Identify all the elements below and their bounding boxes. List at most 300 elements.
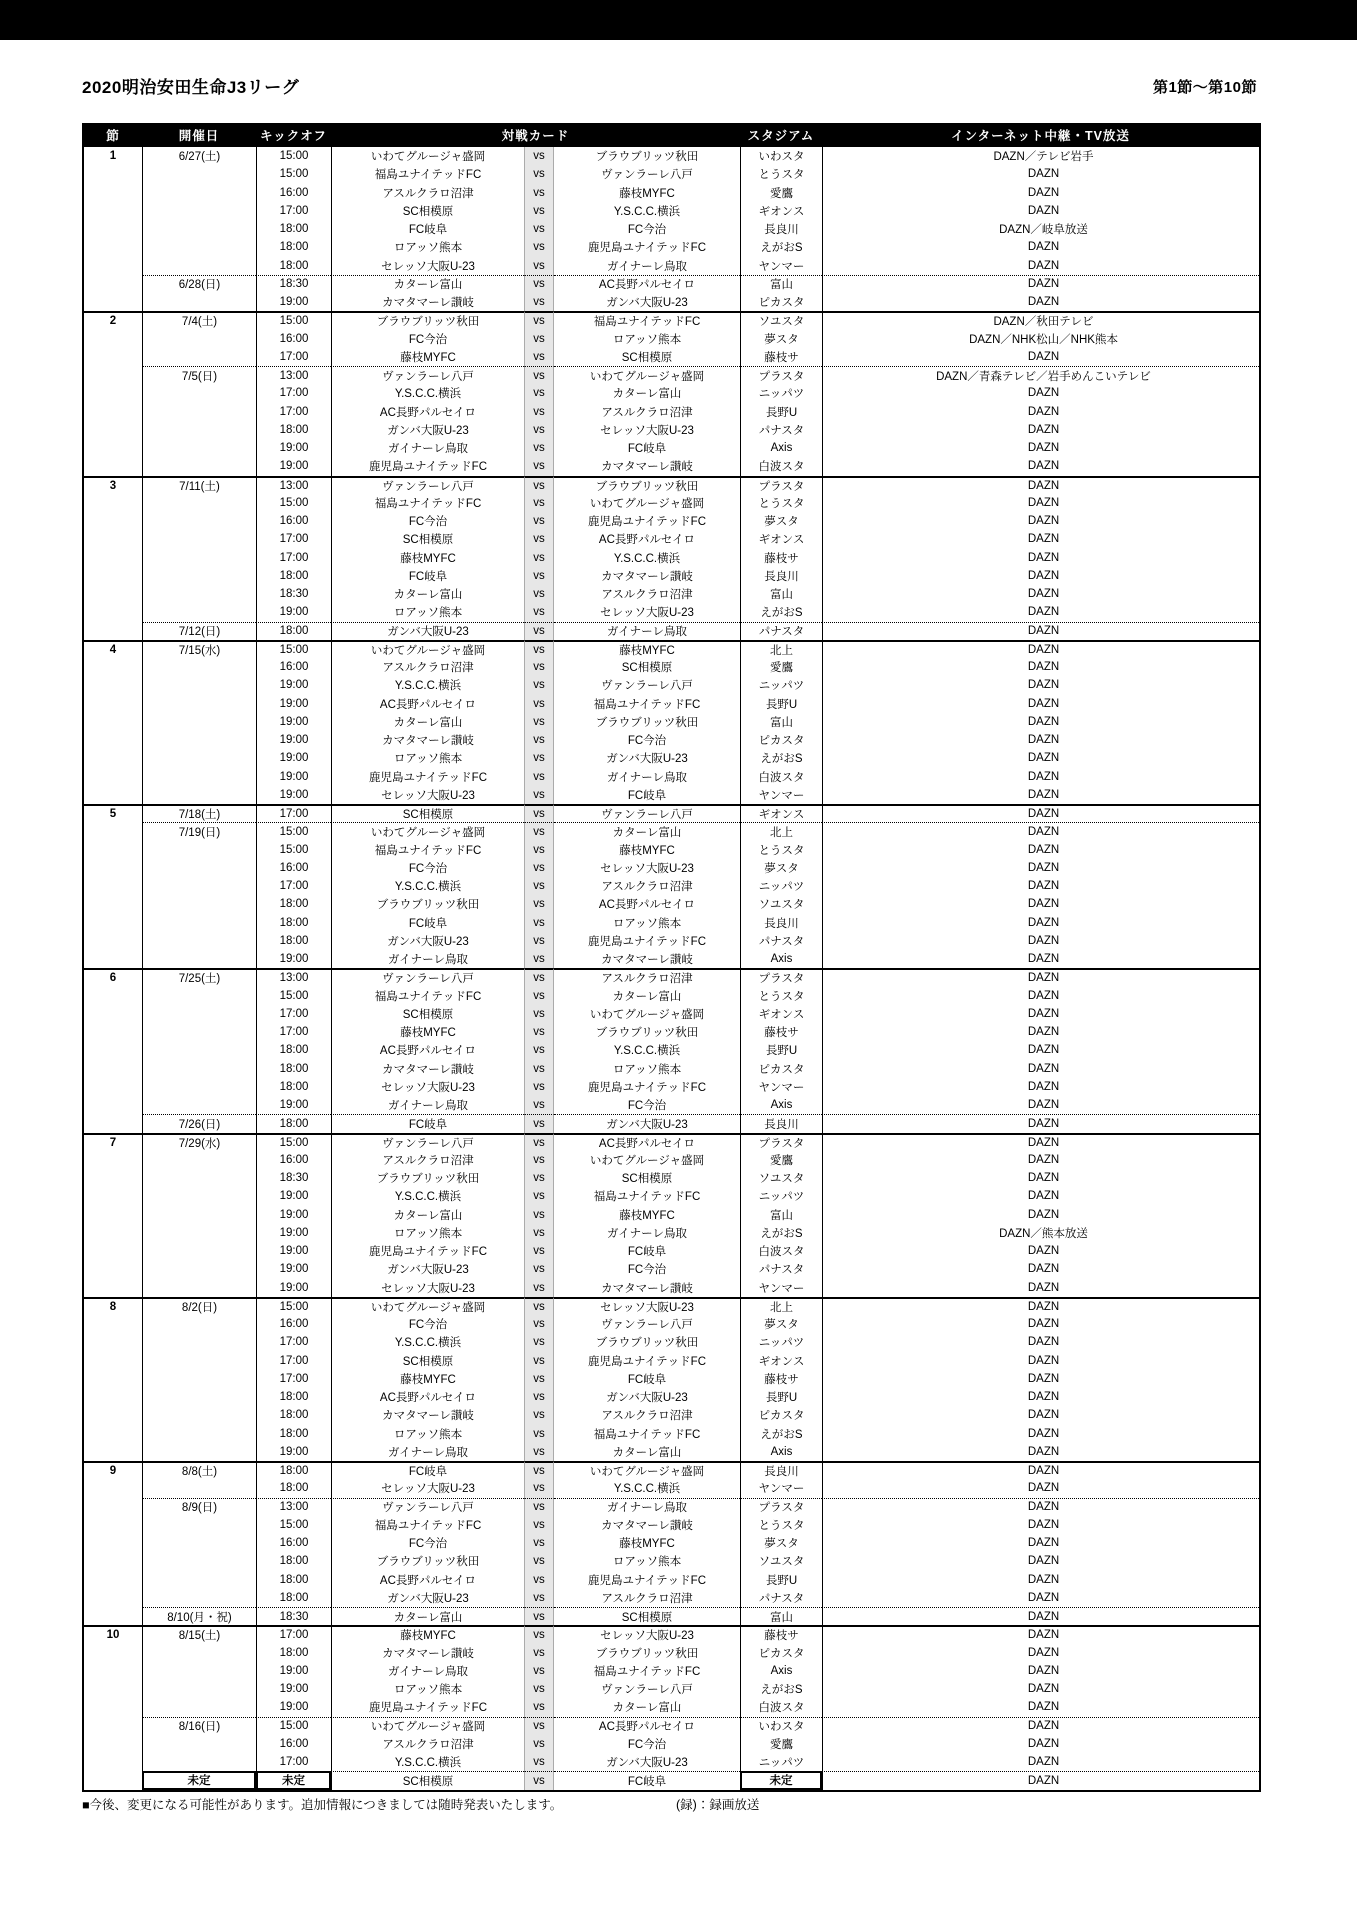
stadium-cell: 未定 — [740, 1771, 822, 1789]
home-team-cell: カターレ富山 — [331, 1607, 524, 1625]
match-row — [84, 348, 1259, 366]
match-row — [84, 1370, 1259, 1388]
schedule-table — [82, 123, 1261, 1792]
away-team-cell: ブラウブリッツ秋田 — [595, 716, 699, 729]
away-team-cell: FC岐阜 — [554, 1771, 740, 1789]
date-cell — [142, 567, 256, 585]
broadcast-cell: DAZN — [822, 786, 1259, 804]
stadium-cell: 藤枝サ — [740, 1625, 822, 1643]
broadcast-cell: DAZN — [822, 1169, 1259, 1187]
away-team-cell: セレッソ大阪U-23 — [554, 1297, 740, 1315]
section-number-cell — [84, 841, 142, 859]
match-row — [84, 1023, 1259, 1041]
section-number-cell — [84, 1607, 142, 1625]
top-black-bar — [0, 0, 1357, 40]
section-number-cell — [84, 366, 142, 384]
date-cell — [142, 585, 256, 603]
home-team-cell: セレッソ大阪U-23 — [331, 786, 524, 804]
stadium-cell: プラスタ — [740, 476, 822, 494]
home-team-cell: 鹿児島ユナイテッドFC — [331, 457, 524, 475]
home-team-cell: ブラウブリッツ秋田 — [331, 1169, 524, 1187]
date-cell: 7/4(土) — [142, 311, 256, 329]
stadium-cell: とうスタ — [740, 494, 822, 512]
section-number-cell — [84, 749, 142, 767]
broadcast-cell: DAZN — [822, 603, 1259, 621]
away-team-cell: セレッソ大阪U-23 — [600, 862, 694, 875]
section-number-cell — [84, 184, 142, 202]
kickoff-cell: 18:30 — [256, 585, 331, 603]
section-number-cell — [84, 1151, 142, 1169]
vs-cell: vs — [524, 476, 554, 494]
kickoff-cell: 19:00 — [256, 786, 331, 804]
away-team-cell: 福島ユナイテッドFC — [593, 1665, 701, 1678]
away-team-cell: いわてグルージャ盛岡 — [554, 366, 740, 384]
away-team-cell: FC今治 — [627, 1100, 667, 1113]
match-row — [84, 1315, 1259, 1333]
section-number-cell — [84, 1388, 142, 1406]
home-team-cell: ガンバ大阪U-23 — [331, 932, 524, 950]
home-team-cell: ヴァンラーレ八戸 — [331, 476, 524, 494]
away-team-cell: Y.S.C.C.横浜 — [613, 1045, 681, 1058]
kickoff-cell: 19:00 — [256, 1680, 331, 1698]
date-cell — [142, 1096, 256, 1114]
broadcast-cell: DAZN — [822, 932, 1259, 950]
home-team-cell: ガンバ大阪U-23 — [331, 421, 524, 439]
broadcast-cell: DAZN — [822, 1625, 1259, 1643]
broadcast-cell: DAZN — [822, 1151, 1259, 1169]
match-row — [84, 1352, 1259, 1370]
date-cell — [142, 841, 256, 859]
date-cell — [142, 1041, 256, 1059]
vs-cell: vs — [524, 403, 554, 421]
home-team-cell: ヴァンラーレ八戸 — [331, 1498, 524, 1516]
col-header-card: 対戦カード — [501, 129, 570, 143]
section-number-cell — [84, 603, 142, 621]
match-row — [84, 1096, 1259, 1114]
kickoff-cell: 15:00 — [256, 147, 331, 165]
vs-cell: vs — [524, 1735, 554, 1753]
match-row — [84, 603, 1259, 621]
section-number-cell — [84, 1571, 142, 1589]
stadium-cell: ヤンマー — [740, 1479, 822, 1497]
away-team-cell: 鹿児島ユナイテッドFC — [587, 1081, 707, 1094]
away-team-cell: カマタマーレ讃岐 — [601, 570, 693, 583]
stadium-cell: 長良川 — [740, 1461, 822, 1479]
away-team-cell: ガイナーレ鳥取 — [554, 1498, 740, 1516]
stadium-cell: ソユスタ — [740, 895, 822, 913]
broadcast-cell: DAZN — [822, 457, 1259, 475]
stadium-cell: ギオンス — [740, 1352, 822, 1370]
home-team-cell: FC岐阜 — [331, 567, 524, 585]
date-cell — [142, 1571, 256, 1589]
broadcast-cell: DAZN — [822, 439, 1259, 457]
away-team-cell: カマタマーレ讃岐 — [601, 1282, 693, 1295]
kickoff-cell: 16:00 — [256, 1534, 331, 1552]
section-number-cell — [84, 914, 142, 932]
section-number-cell — [84, 165, 142, 183]
match-row — [84, 1187, 1259, 1205]
date-cell — [142, 1680, 256, 1698]
stadium-cell: 長野U — [740, 1388, 822, 1406]
match-row — [84, 1297, 1259, 1315]
away-team-cell: ブラウブリッツ秋田 — [595, 151, 699, 164]
match-row — [84, 1735, 1259, 1753]
broadcast-cell: DAZN — [822, 1041, 1259, 1059]
stadium-cell: 北上 — [740, 640, 822, 658]
broadcast-cell: DAZN — [822, 1078, 1259, 1096]
date-cell — [142, 293, 256, 311]
match-row — [84, 439, 1259, 457]
kickoff-cell: 16:00 — [256, 1735, 331, 1753]
match-row — [84, 1571, 1259, 1589]
home-team-cell: ガンバ大阪U-23 — [331, 622, 524, 640]
date-cell — [142, 384, 256, 402]
kickoff-cell: 17:00 — [256, 384, 331, 402]
stadium-cell: 夢スタ — [740, 859, 822, 877]
stadium-cell: ギオンス — [740, 530, 822, 548]
stadium-cell: パナスタ — [740, 421, 822, 439]
away-team-cell: AC長野パルセイロ — [554, 275, 740, 293]
col-header-date: 開催日 — [178, 129, 220, 143]
home-team-cell: ロアッソ熊本 — [331, 1680, 524, 1698]
vs-cell: vs — [524, 457, 554, 475]
match-row — [84, 220, 1259, 238]
kickoff-cell: 19:00 — [256, 439, 331, 457]
section-number-cell — [84, 822, 142, 840]
stadium-cell: パナスタ — [740, 1260, 822, 1278]
broadcast-cell: DAZN — [822, 1534, 1259, 1552]
kickoff-cell: 19:00 — [256, 713, 331, 731]
stadium-cell: ヤンマー — [740, 786, 822, 804]
home-team-cell: ブラウブリッツ秋田 — [331, 1552, 524, 1570]
vs-cell: vs — [524, 1352, 554, 1370]
section-number-cell — [84, 658, 142, 676]
kickoff-cell: 18:00 — [256, 914, 331, 932]
vs-cell: vs — [524, 1260, 554, 1278]
section-number-cell — [84, 859, 142, 877]
vs-cell: vs — [524, 1169, 554, 1187]
section-number-cell — [84, 1187, 142, 1205]
stadium-cell: 北上 — [740, 822, 822, 840]
home-team-cell: ガイナーレ鳥取 — [331, 950, 524, 968]
away-team-cell: 福島ユナイテッドFC — [554, 311, 740, 329]
stadium-cell: ニッパツ — [740, 1753, 822, 1771]
date-cell — [142, 1315, 256, 1333]
section-number-cell — [84, 1589, 142, 1607]
date-cell — [142, 512, 256, 530]
broadcast-cell: DAZN — [822, 1260, 1259, 1278]
stadium-cell: 愛鷹 — [740, 658, 822, 676]
vs-cell: vs — [524, 311, 554, 329]
date-cell — [142, 731, 256, 749]
vs-cell: vs — [524, 1078, 554, 1096]
broadcast-cell: DAZN — [822, 165, 1259, 183]
date-cell — [142, 1151, 256, 1169]
home-team-cell: Y.S.C.C.横浜 — [331, 384, 524, 402]
vs-cell: vs — [524, 220, 554, 238]
broadcast-cell: DAZN — [822, 1698, 1259, 1716]
stadium-cell: いわスタ — [740, 1717, 822, 1735]
home-team-cell: 藤枝MYFC — [331, 549, 524, 567]
match-row — [84, 1133, 1259, 1151]
section-number-cell — [84, 439, 142, 457]
section-number-cell: 1 — [109, 150, 117, 163]
broadcast-cell: DAZN — [822, 731, 1259, 749]
broadcast-cell: DAZN — [822, 841, 1259, 859]
home-team-cell: SC相模原 — [331, 1771, 524, 1789]
date-cell — [142, 530, 256, 548]
home-team-cell: 福島ユナイテッドFC — [331, 494, 524, 512]
match-row — [84, 403, 1259, 421]
kickoff-cell: 19:00 — [256, 1224, 331, 1242]
broadcast-cell: DAZN — [822, 1406, 1259, 1424]
broadcast-cell: DAZN — [822, 1771, 1259, 1789]
broadcast-cell: DAZN — [822, 768, 1259, 786]
vs-cell: vs — [524, 1443, 554, 1461]
kickoff-cell: 19:00 — [256, 1260, 331, 1278]
section-number-cell — [84, 1680, 142, 1698]
broadcast-cell: DAZN — [822, 257, 1259, 275]
away-team-cell: 藤枝MYFC — [619, 1538, 675, 1551]
vs-cell: vs — [524, 1206, 554, 1224]
kickoff-cell: 15:00 — [256, 311, 331, 329]
home-team-cell: 福島ユナイテッドFC — [331, 841, 524, 859]
vs-cell: vs — [524, 713, 554, 731]
match-row — [84, 822, 1259, 840]
kickoff-cell: 15:00 — [256, 1133, 331, 1151]
kickoff-cell: 17:00 — [256, 1333, 331, 1351]
broadcast-cell: DAZN — [822, 567, 1259, 585]
section-number-cell — [84, 622, 142, 640]
broadcast-cell: DAZN — [822, 184, 1259, 202]
date-cell — [142, 1060, 256, 1078]
stadium-cell: ピカスタ — [740, 1644, 822, 1662]
section-number-cell — [84, 512, 142, 530]
kickoff-cell: 18:00 — [256, 1589, 331, 1607]
section-number-cell — [84, 1078, 142, 1096]
home-team-cell: ロアッソ熊本 — [331, 1224, 524, 1242]
match-row — [84, 1443, 1259, 1461]
broadcast-cell: DAZN — [822, 695, 1259, 713]
vs-cell: vs — [524, 1406, 554, 1424]
match-row — [84, 1060, 1259, 1078]
match-row — [84, 695, 1259, 713]
vs-cell: vs — [524, 257, 554, 275]
match-row — [84, 1534, 1259, 1552]
match-row — [84, 1114, 1259, 1132]
broadcast-cell: DAZN — [822, 1735, 1259, 1753]
home-team-cell: カターレ富山 — [331, 585, 524, 603]
match-row — [84, 749, 1259, 767]
date-cell — [142, 1753, 256, 1771]
section-number-cell — [84, 1644, 142, 1662]
away-team-cell: Y.S.C.C.横浜 — [613, 552, 681, 565]
home-team-cell: セレッソ大阪U-23 — [331, 257, 524, 275]
away-team-cell: 藤枝MYFC — [619, 187, 675, 200]
home-team-cell: ロアッソ熊本 — [331, 603, 524, 621]
vs-cell: vs — [524, 1315, 554, 1333]
kickoff-cell: 18:00 — [256, 1388, 331, 1406]
stadium-cell: Axis — [740, 439, 822, 457]
section-number-cell — [84, 1242, 142, 1260]
section-number-cell — [84, 731, 142, 749]
kickoff-cell: 13:00 — [256, 366, 331, 384]
match-row — [84, 968, 1259, 986]
vs-cell: vs — [524, 1096, 554, 1114]
broadcast-cell: DAZN — [822, 658, 1259, 676]
section-number-cell — [84, 348, 142, 366]
kickoff-cell: 17:00 — [256, 348, 331, 366]
date-cell — [142, 439, 256, 457]
vs-cell: vs — [524, 293, 554, 311]
vs-cell: vs — [524, 695, 554, 713]
broadcast-cell: DAZN — [822, 713, 1259, 731]
section-number-cell — [84, 202, 142, 220]
match-row — [84, 1644, 1259, 1662]
date-cell — [142, 749, 256, 767]
away-team-cell: 藤枝MYFC — [619, 1209, 675, 1222]
match-row — [84, 1680, 1259, 1698]
match-row — [84, 311, 1259, 329]
kickoff-cell: 19:00 — [256, 457, 331, 475]
stadium-cell: えがおS — [740, 1680, 822, 1698]
footer — [82, 1798, 1257, 1813]
kickoff-cell: 未定 — [256, 1771, 331, 1789]
kickoff-cell: 18:00 — [256, 1479, 331, 1497]
kickoff-cell: 18:30 — [256, 1607, 331, 1625]
broadcast-cell: DAZN — [822, 421, 1259, 439]
kickoff-cell: 15:00 — [256, 1297, 331, 1315]
section-number-cell — [84, 1060, 142, 1078]
kickoff-cell: 18:00 — [256, 257, 331, 275]
stadium-cell: 藤枝サ — [740, 1370, 822, 1388]
stadium-cell: ヤンマー — [740, 1078, 822, 1096]
broadcast-cell: DAZN — [822, 1388, 1259, 1406]
home-team-cell: ヴァンラーレ八戸 — [331, 1133, 524, 1151]
away-team-cell: いわてグルージャ盛岡 — [589, 497, 705, 510]
date-cell — [142, 1388, 256, 1406]
vs-cell: vs — [524, 786, 554, 804]
date-cell: 8/2(日) — [142, 1297, 256, 1315]
col-header-stadium: スタジアム — [747, 129, 815, 143]
stadium-cell: とうスタ — [740, 841, 822, 859]
home-team-cell: 藤枝MYFC — [331, 1370, 524, 1388]
kickoff-cell: 18:00 — [256, 1552, 331, 1570]
vs-cell: vs — [524, 640, 554, 658]
away-team-cell: 鹿児島ユナイテッドFC — [587, 1355, 707, 1368]
vs-cell: vs — [524, 1498, 554, 1516]
stadium-cell: 白波スタ — [740, 1698, 822, 1716]
home-team-cell: 福島ユナイテッドFC — [331, 987, 524, 1005]
date-cell — [142, 257, 256, 275]
away-team-cell: FC岐阜 — [627, 443, 667, 456]
stadium-cell: 藤枝サ — [740, 348, 822, 366]
broadcast-cell: DAZN — [822, 476, 1259, 494]
away-team-cell: SC相模原 — [554, 1607, 740, 1625]
vs-cell: vs — [524, 366, 554, 384]
section-number-cell — [84, 713, 142, 731]
away-team-cell: 鹿児島ユナイテッドFC — [587, 1574, 707, 1587]
home-team-cell: ロアッソ熊本 — [331, 749, 524, 767]
kickoff-cell: 13:00 — [256, 1498, 331, 1516]
kickoff-cell: 19:00 — [256, 293, 331, 311]
section-number-cell — [84, 1443, 142, 1461]
section-number-cell — [84, 1114, 142, 1132]
stadium-cell: 長野U — [740, 1041, 822, 1059]
home-team-cell: カマタマーレ讃岐 — [331, 1406, 524, 1424]
match-row — [84, 1151, 1259, 1169]
stadium-cell: 夢スタ — [740, 1534, 822, 1552]
stadium-cell: 富山 — [740, 585, 822, 603]
broadcast-cell: DAZN／秋田テレビ — [822, 311, 1259, 329]
date-cell — [142, 786, 256, 804]
section-number-cell — [84, 1333, 142, 1351]
section-number-cell — [84, 457, 142, 475]
date-cell — [142, 1698, 256, 1716]
footer-legend: (録)：録画放送 — [676, 1797, 760, 1812]
home-team-cell: AC長野パルセイロ — [331, 403, 524, 421]
kickoff-cell: 18:00 — [256, 421, 331, 439]
away-team-cell: ブラウブリッツ秋田 — [595, 1337, 699, 1350]
date-cell — [142, 1479, 256, 1497]
broadcast-cell: DAZN — [822, 1206, 1259, 1224]
kickoff-cell: 17:00 — [256, 403, 331, 421]
stadium-cell: えがおS — [740, 1425, 822, 1443]
match-row — [84, 1005, 1259, 1023]
stadium-cell: 富山 — [740, 1206, 822, 1224]
match-row — [84, 1078, 1259, 1096]
kickoff-cell: 19:00 — [256, 1187, 331, 1205]
section-number-cell — [84, 220, 142, 238]
away-team-cell: 福島ユナイテッドFC — [593, 1428, 701, 1441]
away-team-cell: ヴァンラーレ八戸 — [601, 1684, 693, 1697]
kickoff-cell: 15:00 — [256, 1717, 331, 1735]
home-team-cell: Y.S.C.C.横浜 — [331, 1753, 524, 1771]
date-cell — [142, 1662, 256, 1680]
stadium-cell: 藤枝サ — [740, 1023, 822, 1041]
vs-cell: vs — [524, 804, 554, 822]
stadium-cell: パナスタ — [740, 932, 822, 950]
away-team-cell: いわてグルージャ盛岡 — [589, 1154, 705, 1167]
date-cell — [142, 165, 256, 183]
date-cell — [142, 202, 256, 220]
kickoff-cell: 15:00 — [256, 987, 331, 1005]
date-cell — [142, 1534, 256, 1552]
home-team-cell: アスルクラロ沼津 — [331, 1735, 524, 1753]
away-team-cell: FC岐阜 — [627, 789, 667, 802]
match-row — [84, 1771, 1259, 1789]
section-number-cell — [84, 1498, 142, 1516]
section-number-cell — [84, 275, 142, 293]
stadium-cell: ソユスタ — [740, 311, 822, 329]
date-cell — [142, 1005, 256, 1023]
away-team-cell: アスルクラロ沼津 — [601, 1410, 693, 1423]
kickoff-cell: 13:00 — [256, 476, 331, 494]
kickoff-cell: 17:00 — [256, 877, 331, 895]
away-team-cell: カマタマーレ讃岐 — [601, 954, 693, 967]
section-number-cell: 8 — [84, 1297, 142, 1315]
home-team-cell: ガイナーレ鳥取 — [331, 1443, 524, 1461]
date-cell — [142, 1406, 256, 1424]
vs-cell: vs — [524, 1589, 554, 1607]
home-team-cell: ガンバ大阪U-23 — [331, 1260, 524, 1278]
vs-cell: vs — [524, 658, 554, 676]
vs-cell: vs — [524, 768, 554, 786]
broadcast-cell: DAZN — [822, 202, 1259, 220]
vs-cell: vs — [524, 895, 554, 913]
away-team-cell: カターレ富山 — [612, 1702, 682, 1715]
vs-cell: vs — [524, 512, 554, 530]
